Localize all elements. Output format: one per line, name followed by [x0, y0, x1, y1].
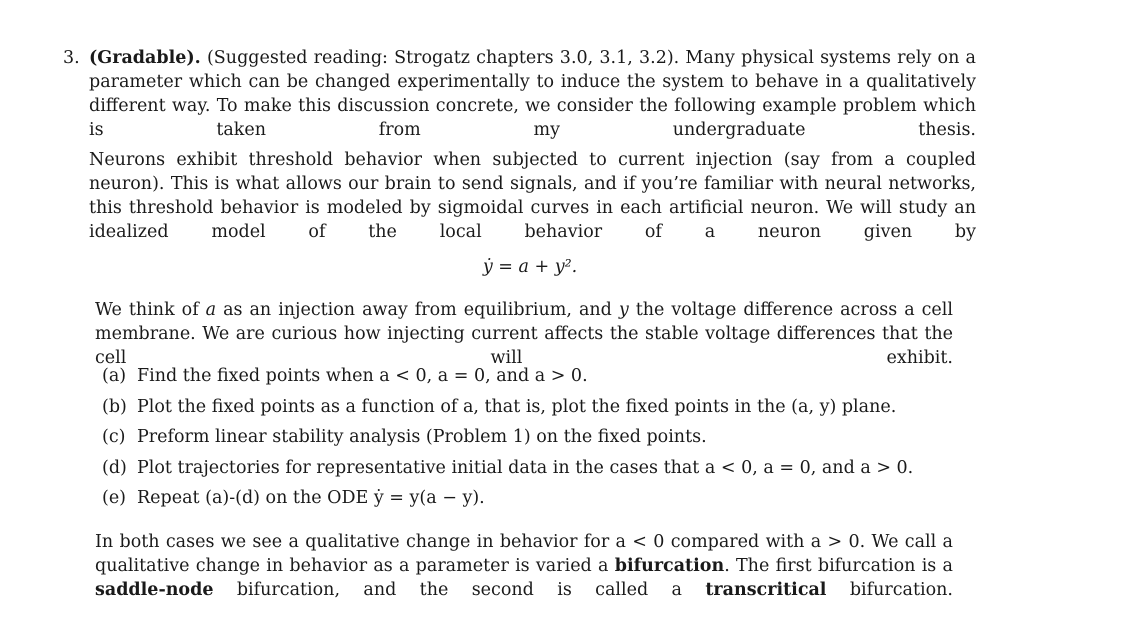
item-label: (d): [102, 457, 127, 478]
conclusion-paragraph: [95, 530, 953, 626]
term-saddle-node: saddle-node: [95, 580, 214, 600]
conclusion-text-3: bifurcation, and the second is called a: [213, 580, 706, 600]
term-transcritical: transcritical: [705, 580, 827, 600]
item-text: Plot the fixed points as a function of a, that is, plot the fixed points in the (a, y) plane.: [137, 396, 897, 417]
item-label: (b): [102, 396, 127, 417]
think-text-3: the voltage difference across a cell membrane. We are curious how injecting current affects the stable voltage differences that the cell will exhibit.: [95, 300, 953, 368]
item-text: Find the fixed points when a < 0, a = 0, and a > 0.: [137, 366, 588, 386]
item-text: Repeat (a)-(d) on the ODE ẏ = y(a − y).: [137, 488, 485, 508]
list-item: [102, 425, 1002, 456]
intro-text: (Suggested reading: Strogatz chapters 3.0, 3.1, 3.2). Many physical systems rely on a parameter which can be changed experimentally to induce the system to behave in a qualitatively different way. To make this discussion concrete, we consider the following example problem which is taken from my undergraduate thesis.: [89, 48, 976, 140]
term-bifurcation: bifurcation: [614, 556, 725, 576]
item-label: (e): [102, 488, 127, 508]
list-item: [102, 486, 1002, 517]
neurons-paragraph: Neurons exhibit threshold behavior when subjected to current injection (say from a coupled neuron). This is what allows our brain to send signals, and if you’re familiar with neural networks, this threshold behavior is modeled by sigmoidal curves in each artificial neuron. We will study an idealized model of the local behavior of a neuron given by: [89, 150, 976, 242]
var-y: y: [618, 300, 629, 320]
item-label: (c): [102, 427, 126, 447]
item-label: (a): [102, 366, 127, 386]
item-text: Preform linear stability analysis (Problem 1) on the fixed points.: [137, 427, 707, 447]
var-a: a: [205, 300, 217, 320]
problem-number: 3.: [63, 48, 80, 68]
list-item: [102, 395, 1002, 426]
list-item: [102, 364, 1002, 395]
think-text-2: as an injection away from equilibrium, and: [216, 300, 619, 320]
conclusion-text-4: bifurcation.: [826, 580, 953, 600]
main-equation: ẏ = a + y².: [482, 257, 578, 277]
gradable-label: (Gradable).: [89, 48, 201, 68]
think-text-1: We think of: [95, 300, 206, 320]
item-text: Plot trajectories for representative initial data in the cases that a < 0, a = 0, and a > 0.: [137, 457, 914, 478]
conclusion-text-2: . The first bifurcation is a: [724, 556, 953, 576]
list-item: [102, 456, 1002, 487]
subquestion-list: [102, 364, 1002, 517]
conclusion-text-1: In both cases we see a qualitative change in behavior for a < 0 compared with a > 0. We call a qualitative change in behavior as a parameter is varied a: [95, 532, 953, 576]
